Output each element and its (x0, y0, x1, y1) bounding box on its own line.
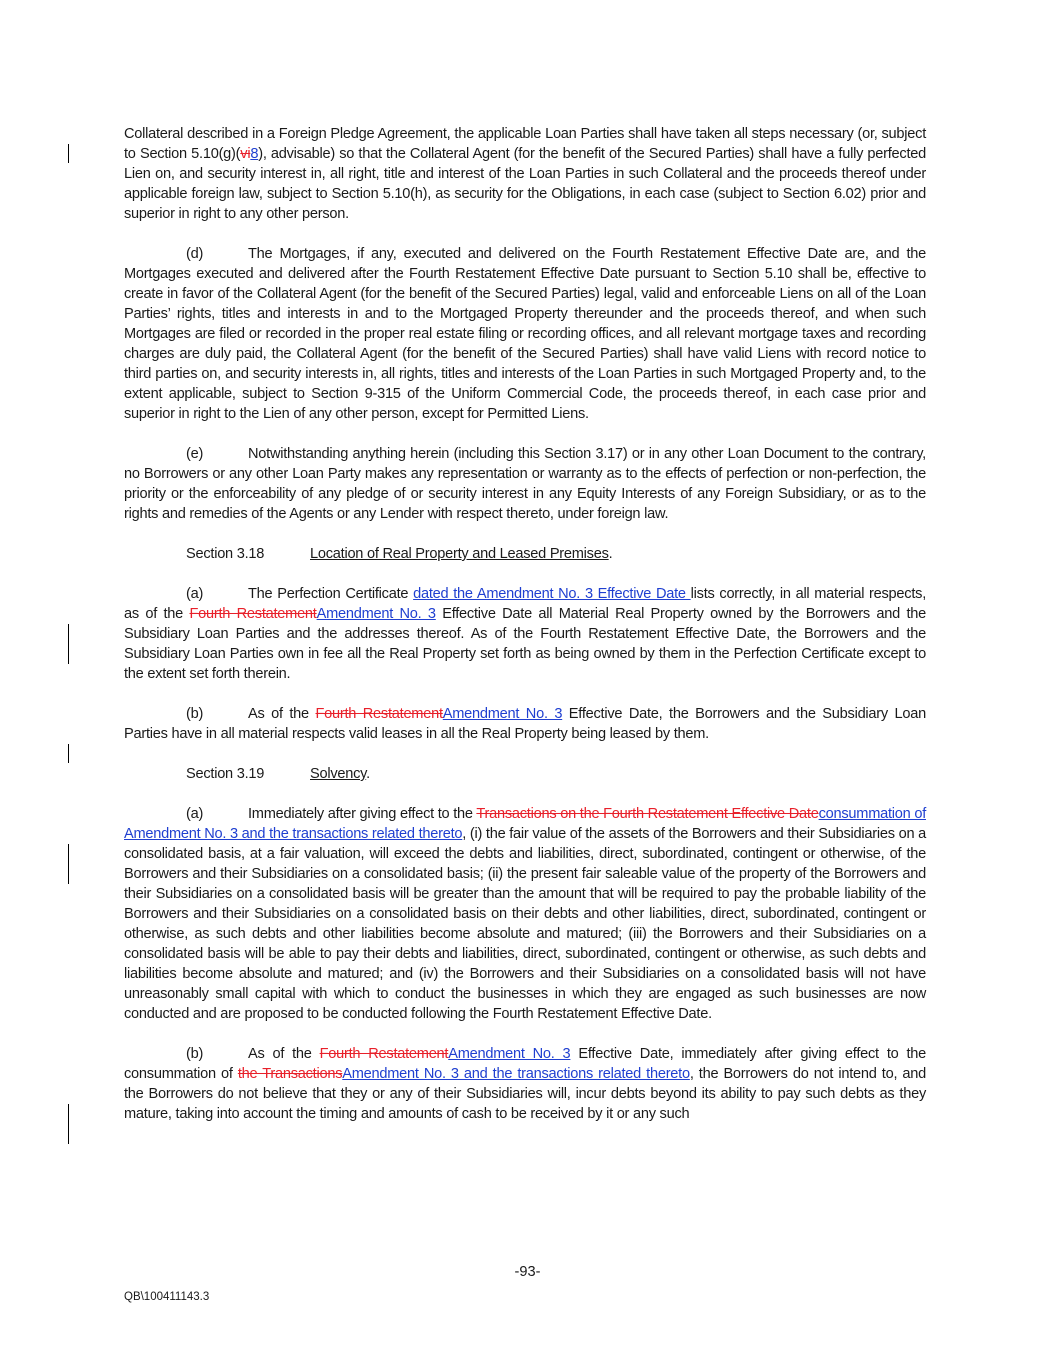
deleted-text: Transactions on the Fourth Restatement Effective Date (476, 806, 819, 822)
text-run: lists correctly, in all material respects, as of the (124, 586, 926, 622)
section-number: Section 3.19 (186, 766, 265, 782)
text-run: , the Borrowers do not intend to, and the Borrowers do not believe that they or any of their Subsidiaries will, incur debts beyond its ability to pay such debts as they mature, taking into account the timing and amounts of cash to be received by it or any such (124, 1066, 926, 1122)
deleted-text: vi (240, 146, 251, 162)
text-run: As of the (248, 1046, 320, 1062)
deleted-text: Fourth Restatement (319, 1046, 449, 1062)
text-run: The Mortgages, if any, executed and delivered on the Fourth Restatement Effective Date are, and the Mortgages executed and delivered after the Fourth Restatement Effective Date pursuant to Section 5.10 shall be, effective to create in favor of the Collateral Agent (for the benefit of the Secured Parties) legal, valid and enforceable Liens on all of the Loan Parties’ rights, titles and interests in and to the Mortgaged Property thereunder and the proceeds thereof, and when such Mortgages are filed or recorded in the proper real estate filing or recording offices, and all relevant mortgage taxes and recording charges are duly paid, the Collateral Agent (for the benefit of the Secured Parties) shall have valid Liens with record notice to third parties on, and security interests in, all rights, titles and interests of the Loan Parties in such Mortgaged Property and, to the extent applicable, subject to Section 9-315 of the Uniform Commercial Code, the proceeds thereof, in each case prior and superior in right to the Lien of any other person, except for Permitted Liens. (124, 246, 926, 422)
text-run: The Perfection Certificate (248, 586, 414, 602)
clause-label: (b) (186, 1046, 204, 1062)
text-run: Effective Date, the Borrowers and the Subsidiary Loan Parties have in all material respects valid leases in all the Real Property being leased by them. (124, 706, 926, 742)
paragraph-continuation (124, 124, 926, 224)
paragraph-3-19-b (124, 1044, 926, 1124)
deleted-text: Fourth Restatement (315, 706, 443, 722)
change-bar (68, 844, 69, 884)
text-run: . (366, 766, 370, 782)
change-bar (68, 624, 69, 664)
paragraph-e (124, 444, 926, 524)
deleted-text: the Transactions (237, 1066, 343, 1082)
change-bar (68, 744, 69, 763)
section-title: Solvency (310, 766, 367, 782)
section-3-18-heading (124, 544, 926, 564)
section-3-19-heading (124, 764, 926, 784)
inserted-text: 8 (250, 146, 259, 162)
section-number: Section 3.18 (186, 546, 265, 562)
document-id: QB\100411143.3 (124, 1291, 210, 1303)
clause-label: (a) (186, 586, 204, 602)
text-run: Collateral described in a Foreign Pledge Agreement, the applicable Loan Parties shall have taken all steps necessary (or, subject to Section 5.10(g)( (124, 126, 926, 162)
paragraph-3-18-b (124, 704, 926, 744)
clause-label: (a) (186, 806, 204, 822)
change-bar (68, 144, 69, 163)
section-title: Location of Real Property and Leased Premises (310, 546, 609, 562)
inserted-text: Amendment No. 3 (448, 1046, 571, 1062)
deleted-text: Fourth Restatement (189, 606, 317, 622)
paragraph-3-18-a (124, 584, 926, 684)
page-number: -93- (514, 1264, 541, 1280)
inserted-text: Amendment No. 3 (316, 606, 436, 622)
paragraph-3-19-a (124, 804, 926, 1024)
inserted-text: dated the Amendment No. 3 Effective Date (413, 586, 691, 602)
text-run: Effective Date all Material Real Property owned by the Borrowers and the Subsidiary Loan Parties and the addresses thereof. As of the Fourth Restatement Effective Date, the Borrowers and the Subsidiary Loan Parties own in fee all the Real Property set forth as being owned by them in the Perfection Certificate except to the extent set forth therein. (124, 606, 926, 682)
text-run: , (i) the fair value of the assets of the Borrowers and their Subsidiaries on a consolidated basis, at a fair valuation, will exceed the debts and liabilities, direct, subordinated, contingent or otherwise, of the Borrowers and their Subsidiaries on a consolidated basis; (ii) the present fair saleable value of the property of the Borrowers and their Subsidiaries on a consolidated basis will be greater than the amount that will be required to pay the probable liability of the Borrowers and their Subsidiaries on a consolidated basis on their debts and other liabilities, direct, subordinated, contingent or otherwise, as such debts and other liabilities become absolute and matured; (iii) the Borrowers and their Subsidiaries on a consolidated basis will be able to pay their debts and liabilities, direct, subordinated, contingent or otherwise, as such debts and liabilities become absolute and matured; and (iv) the Borrowers and their Subsidiaries on a consolidated basis will not have unreasonably small capital with which to conduct the businesses in which they are engaged as such businesses are now conducted and are proposed to be conducted following the Fourth Restatement Effective Date. (124, 826, 926, 1022)
text-run: . (608, 546, 613, 562)
text-run: ), advisable) so that the Collateral Agent (for the benefit of the Secured Parties) shall have a fully perfected Lien on, and security interest in, all right, title and interest of the Loan Parties in such Collateral and the proceeds thereof under applicable foreign law, subject to Section 5.10(h), as security for the Obligations, in each case (subject to Section 6.02) prior and superior in right to any other person. (124, 146, 926, 222)
clause-label: (e) (186, 446, 204, 462)
paragraph-d (124, 244, 926, 424)
inserted-text: Amendment No. 3 (442, 706, 563, 722)
text-run: Effective Date, immediately after giving effect to the consummation of (124, 1046, 926, 1082)
document-body (124, 124, 926, 1144)
text-run: As of the (248, 706, 316, 722)
change-bar (68, 1104, 69, 1144)
inserted-text: Amendment No. 3 and the transactions related thereto (342, 1066, 690, 1082)
clause-label: (b) (186, 706, 204, 722)
clause-label: (d) (186, 246, 204, 262)
text-run: Notwithstanding anything herein (including this Section 3.17) or in any other Loan Document to the contrary, no Borrowers or any other Loan Party makes any representation or warranty as to the effects of perfection or non-perfection, the priority or the enforceability of any pledge of or security interest in any Equity Interests of any Foreign Subsidiary, or as to the rights and remedies of the Agents or any Lender with respect thereto, under foreign law. (124, 446, 926, 522)
text-run: Immediately after giving effect to the (248, 806, 477, 822)
inserted-text: consummation of Amendment No. 3 and the transactions related thereto (124, 806, 926, 842)
